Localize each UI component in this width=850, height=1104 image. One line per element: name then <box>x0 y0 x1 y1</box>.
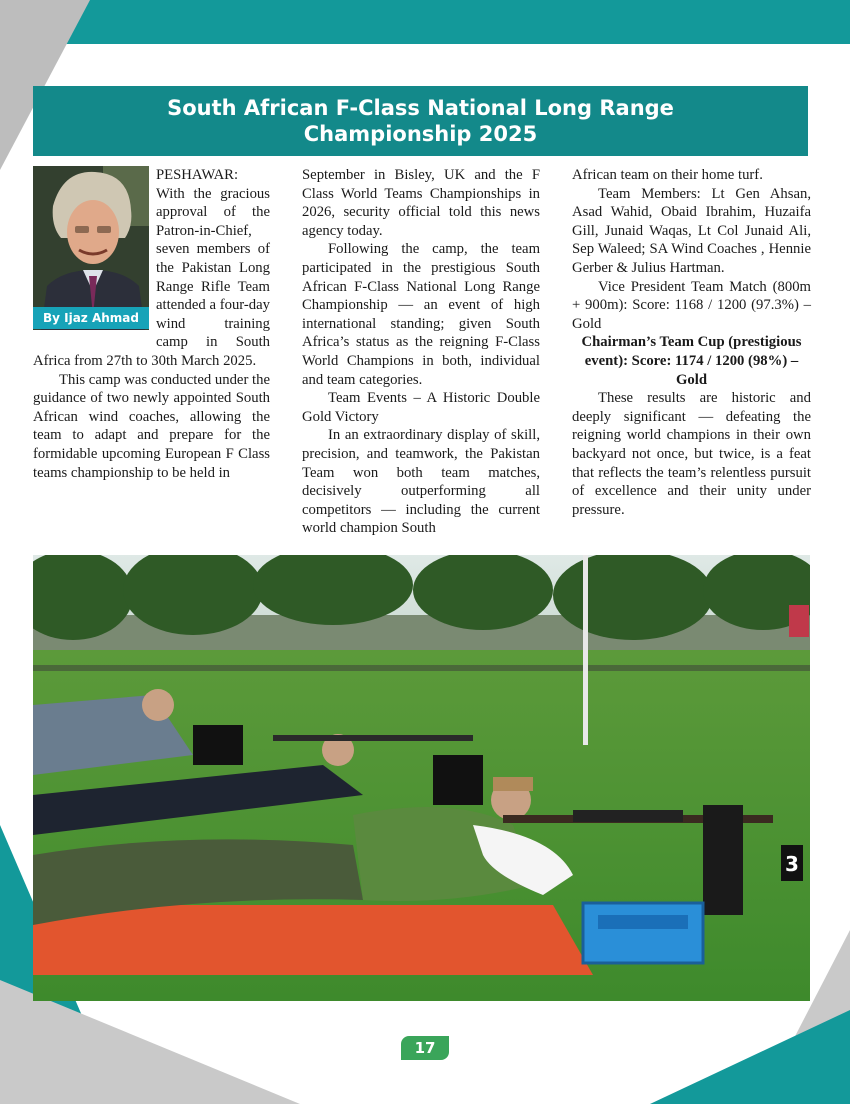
article-column-1 <box>33 166 270 482</box>
byline: By Ijaz Ahmad <box>33 307 149 329</box>
lane-number: 3 <box>785 852 799 876</box>
paragraph: September in Bisley, UK and the F Class World Teams Championships in 2026, security official told this news agency today. <box>302 167 540 239</box>
article-title-box <box>33 86 808 156</box>
corner-decoration-bottom-right <box>650 1010 850 1104</box>
article-column-3 <box>572 166 811 519</box>
paragraph: Team Members: Lt Gen Ahsan, Asad Wahid, Obaid Ibrahim, Huzaifa Gill, Junaid Waqas, Lt Col Junaid Ali, Sep Waleed; SA Wind Coaches , Hennie Gerber & Julius Hartman. <box>572 185 811 276</box>
paragraph: African team on their home turf. <box>572 167 763 183</box>
shooting-range-photo <box>33 555 810 1001</box>
article-column-2 <box>302 166 540 538</box>
page-number: 17 <box>401 1036 449 1060</box>
section-heading: Team Events – A Historic Double Gold Victory <box>302 390 540 425</box>
photo-spacer <box>33 166 156 338</box>
paragraph: These results are historic and deeply significant — defeating the reigning world champions in their own backyard not once, but twice, is a feat that reflects the team’s relentless pursuit of excellence and their unity under pressure. <box>572 390 811 518</box>
paragraph: In an extraordinary display of skill, precision, and teamwork, the Pakistan Team won both team matches, decisively outperforming all competitors — including the current world champion South <box>302 427 540 537</box>
paragraph: Vice President Team Match (800m + 900m): Score: 1168 / 1200 (97.3%) – Gold <box>572 278 811 332</box>
paragraph: PESHAWAR: With the gracious approval of the Patron-in-Chief, seven members of the Pakistan Long Range Rifle Team attended a four-day wind training camp in South Africa from 27th to 30th March 2025. <box>33 167 270 369</box>
top-banner <box>0 0 850 44</box>
paragraph: This camp was conducted under the guidance of two newly appointed South African wind coaches, allowing the team to adapt and prepare for the formidable upcoming European F Class teams championship to be held in <box>33 371 270 481</box>
paragraph: Following the camp, the team participated in the prestigious South African F-Class National Long Range Championship — an event of high international standing; given South Africa’s status as the reigning F-Class World Champions in both, individual and team categories. <box>302 241 540 388</box>
article-title: South African F-Class National Long Range Championship 2025 <box>167 96 674 146</box>
highlight-result: Chairman’s Team Cup (prestigious event): Score: 1174 / 1200 (98%) – Gold <box>581 334 802 388</box>
